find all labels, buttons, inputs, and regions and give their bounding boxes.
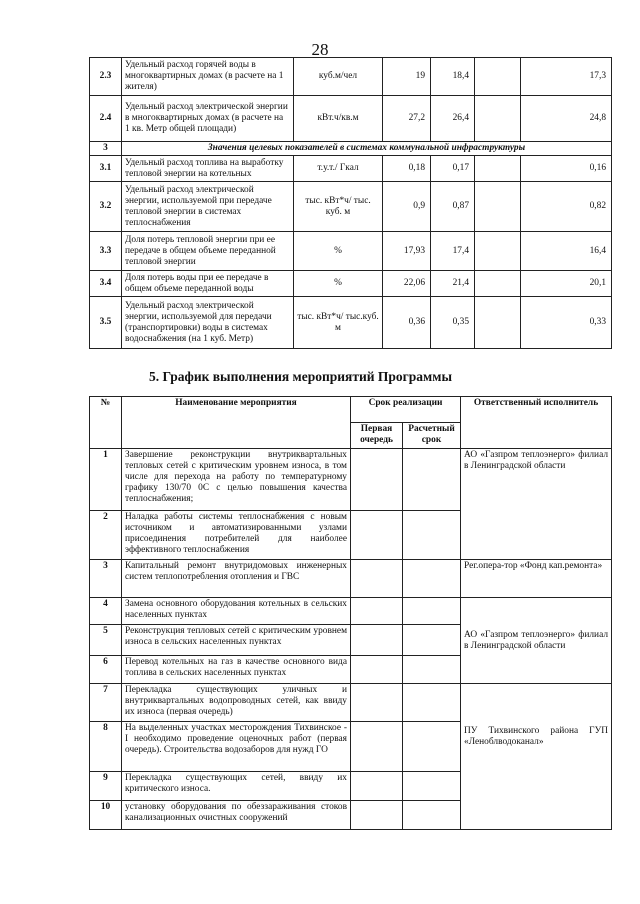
calc-period-cell [403,625,461,656]
measure-name: установку оборудования по обеззараживания стоков канализационных очистных сооружений [122,801,351,830]
row-number: 2 [90,511,122,560]
indicators-table [89,57,612,349]
section-row [90,142,612,156]
table-row [90,271,612,297]
indicator-name: Доля потерь тепловой энергии при ее передаче в общем объеме переданной тепловой энергии [122,232,294,271]
table-row [90,96,612,142]
first-stage-cell [351,772,403,801]
measure-name: Перевод котельных на газ в качестве основного вида топлива в сельских населенных пунктах [122,656,351,684]
indicator-value: 16,4 [521,232,612,271]
indicator-value: 0,82 [521,182,612,232]
indicator-value: 0,36 [383,297,431,349]
indicator-name: Удельный расход топлива на выработку тепловой энергии на котельных [122,156,294,182]
calc-period-cell [403,801,461,830]
indicator-name: Удельный расход электрической энергии, используемой при передаче тепловой энергии в системах теплоснабжения [122,182,294,232]
row-number: 5 [90,625,122,656]
section-heading: 5. График выполнения мероприятий Программы [149,369,452,384]
calc-period-cell [403,684,461,722]
responsible-cell: АО «Газпром теплоэнерго» филиал в Ленинградской области [461,598,612,684]
indicator-value: 17,93 [383,232,431,271]
measure-name: Реконструкция тепловых сетей с критическим уровнем износа в сельских населенных пунктах [122,625,351,656]
indicator-value: 22,06 [383,271,431,297]
indicator-unit: кВт.ч/кв.м [294,96,383,142]
indicator-value: 19 [383,58,431,96]
indicator-value [475,232,521,271]
table-row [90,684,612,722]
measure-name: Замена основного оборудования котельных в сельских населенных пунктах [122,598,351,625]
indicator-unit: тыс. кВт*ч/ тыс. куб. м [294,182,383,232]
indicator-value: 17,3 [521,58,612,96]
indicator-value: 21,4 [431,271,475,297]
row-number: 6 [90,656,122,684]
first-stage-cell [351,722,403,772]
row-number: 8 [90,722,122,772]
section-number: 3 [90,142,122,156]
first-stage-cell [351,449,403,511]
indicator-value [475,297,521,349]
indicator-value: 17,4 [431,232,475,271]
indicator-unit: % [294,271,383,297]
indicator-unit: т.у.т./ Гкал [294,156,383,182]
table-row [90,182,612,232]
indicator-value: 0,16 [521,156,612,182]
table-row [90,598,612,625]
first-stage-cell [351,625,403,656]
column-header-first-stage: Первая очередь [351,423,403,449]
measure-name: Перекладка существующих сетей, ввиду их критического износа. [122,772,351,801]
column-header-number: № [90,397,122,449]
first-stage-cell [351,598,403,625]
table-row [90,449,612,511]
row-number: 10 [90,801,122,830]
schedule-table [89,396,612,830]
table-row [90,156,612,182]
page-number: 28 [311,40,329,59]
row-number: 2.4 [90,96,122,142]
row-number: 3.3 [90,232,122,271]
measure-name: Завершение реконструкции внутриквартальных тепловых сетей с критическим уровнем износа, в том числе для перехода на работу по температурному графику 130/70 0С с целью повышения качества теплоснабжения; [122,449,351,511]
row-number: 3.4 [90,271,122,297]
calc-period-cell [403,449,461,511]
table-row [90,58,612,96]
row-number: 9 [90,772,122,801]
indicator-value: 20,1 [521,271,612,297]
indicator-unit: куб.м/чел [294,58,383,96]
indicator-value: 0,33 [521,297,612,349]
indicator-value: 0,35 [431,297,475,349]
indicator-name: Удельный расход горячей воды в многоквартирных домах (в расчете на 1 жителя) [122,58,294,96]
indicator-unit: тыс. кВт*ч/ тыс.куб. м [294,297,383,349]
measure-name: Капитальный ремонт внутридомовых инженерных систем теплопотребления отопления и ГВС [122,560,351,598]
calc-period-cell [403,772,461,801]
indicator-name: Удельный расход электрической энергии, используемой для передачи (транспортировки) воды в системах водоснабжения (на 1 куб. Метр) [122,297,294,349]
indicator-value [475,156,521,182]
indicator-value: 0,18 [383,156,431,182]
row-number: 3 [90,560,122,598]
row-number: 4 [90,598,122,625]
table-row [90,232,612,271]
responsible-cell: ПУ Тихвинского района ГУП «Леноблводоканал» [461,684,612,830]
first-stage-cell [351,801,403,830]
row-number: 3.1 [90,156,122,182]
row-number: 3.2 [90,182,122,232]
section-title: Значения целевых показателей в системах коммунальной инфраструктуры [122,142,612,156]
measure-name: На выделенных участках месторождения Тихвинское -I необходимо проведение оценочных работ (первая очередь). Строительства водозаборов для нужд ГО [122,722,351,772]
column-header-name: Наименование мероприятия [122,397,351,449]
column-header-period: Срок реализации [351,397,461,423]
row-number: 3.5 [90,297,122,349]
responsible-cell: Рег.опера-тор «Фонд кап.ремонта» [461,560,612,598]
indicator-value: 0,9 [383,182,431,232]
indicator-value: 18,4 [431,58,475,96]
table-row [90,560,612,598]
indicator-value: 27,2 [383,96,431,142]
indicator-value [475,96,521,142]
first-stage-cell [351,684,403,722]
calc-period-cell [403,722,461,772]
first-stage-cell [351,656,403,684]
first-stage-cell [351,560,403,598]
responsible-cell: АО «Газпром теплоэнерго» филиал в Ленинградской области [461,449,612,560]
measure-name: Наладка работы системы теплоснабжения с новым источником и автоматизированными узлами присоединения потребителей для наиболее эффективного теплоснабжения [122,511,351,560]
indicator-value [475,271,521,297]
row-number: 2.3 [90,58,122,96]
calc-period-cell [403,560,461,598]
row-number: 7 [90,684,122,722]
table-row [90,297,612,349]
first-stage-cell [351,511,403,560]
table-header-row [90,397,612,423]
calc-period-cell [403,656,461,684]
calc-period-cell [403,511,461,560]
indicator-value: 0,17 [431,156,475,182]
indicator-unit: % [294,232,383,271]
indicator-value: 26,4 [431,96,475,142]
indicator-value [475,182,521,232]
column-header-responsible: Ответственный исполнитель [461,397,612,449]
indicator-value [475,58,521,96]
indicator-name: Доля потерь воды при ее передаче в общем объеме переданной воды [122,271,294,297]
row-number: 1 [90,449,122,511]
indicator-value: 24,8 [521,96,612,142]
measure-name: Перекладка существующих уличных и внутриквартальных водопроводных сетей, как ввиду их износа (первая очередь) [122,684,351,722]
column-header-calc-period: Расчетный срок [403,423,461,449]
indicator-name: Удельный расход электрической энергии в многоквартирных домах (в расчете на 1 кв. Метр общей площади) [122,96,294,142]
calc-period-cell [403,598,461,625]
indicator-value: 0,87 [431,182,475,232]
